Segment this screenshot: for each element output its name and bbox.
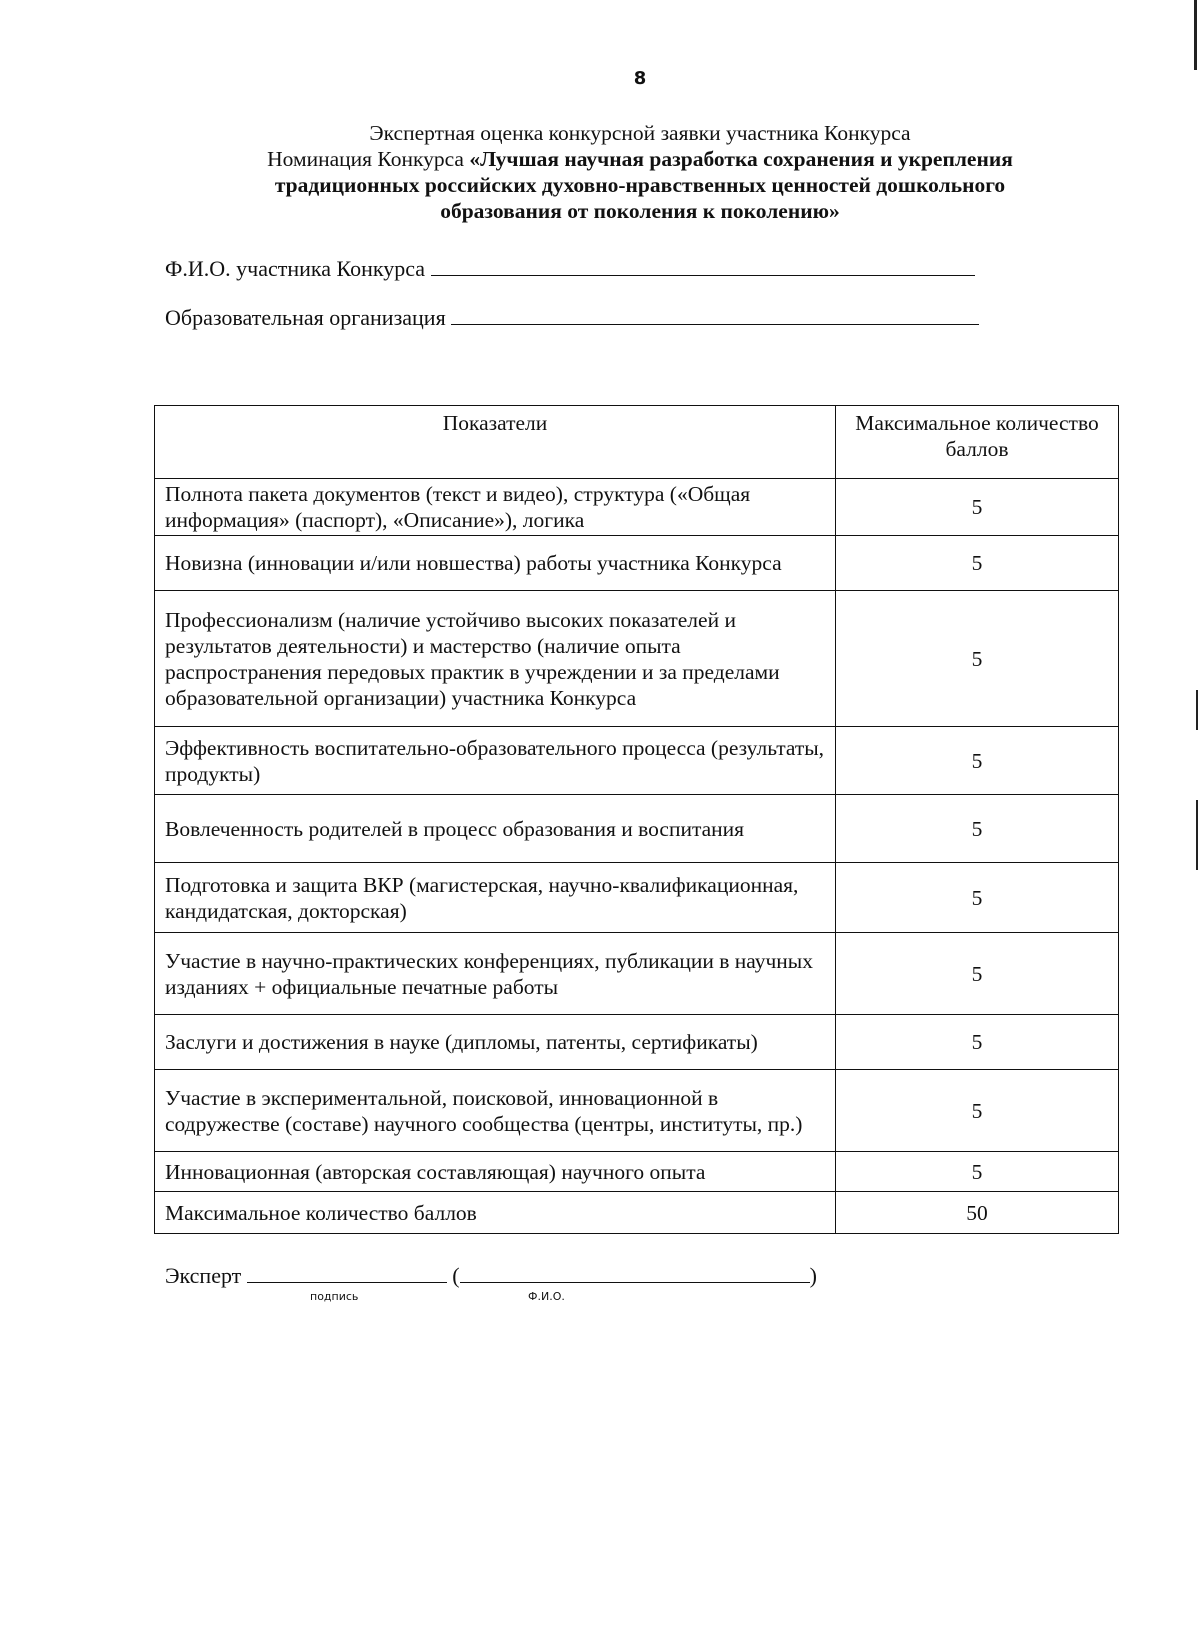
nomination-title-line1: «Лучшая научная разработка сохранения и укрепления — [469, 147, 1013, 171]
organization-blank[interactable] — [451, 304, 979, 325]
indicator-cell: Профессионализм (наличие устойчиво высоких показателей и результатов деятельности) и мастерство (наличие опыта распространения передовых практик в учреждении и за пределами образовательной организации) участника Конкурса — [155, 591, 836, 727]
score-cell: 5 — [836, 1070, 1119, 1152]
signature-caption: подпись — [310, 1290, 359, 1303]
score-cell: 5 — [836, 591, 1119, 727]
indicator-cell: Полнота пакета документов (текст и видео), структура («Общая информация» (паспорт), «Описание»), логика — [155, 479, 836, 536]
indicator-cell: Участие в научно-практических конференциях, публикации в научных изданиях + официальные печатные работы — [155, 933, 836, 1015]
indicator-cell: Новизна (инновации и/или новшества) работы участника Конкурса — [155, 536, 836, 591]
table-row — [155, 479, 1119, 536]
total-score-cell: 50 — [836, 1192, 1119, 1234]
header-indicators: Показатели — [155, 406, 836, 479]
indicator-cell: Подготовка и защита ВКР (магистерская, научно-квалификационная, кандидатская, докторская) — [155, 863, 836, 933]
table-row — [155, 1015, 1119, 1070]
table-header-row — [155, 406, 1119, 479]
score-cell: 5 — [836, 479, 1119, 536]
table-row — [155, 591, 1119, 727]
scan-edge-mark — [1196, 690, 1198, 730]
table-row — [155, 727, 1119, 795]
header-nomination — [150, 146, 1130, 172]
signature-blank[interactable] — [247, 1262, 447, 1283]
nomination-title-line2: традиционных российских духовно-нравственных ценностей дошкольного — [274, 173, 1006, 197]
expert-name-blank[interactable] — [460, 1262, 810, 1283]
participant-name-label: Ф.И.О. участника Конкурса — [165, 256, 426, 281]
nomination-title-line3: образования от поколения к поколению» — [440, 199, 840, 223]
document-header — [150, 120, 1130, 224]
header-max-score: Максимальное количество баллов — [836, 406, 1119, 479]
table-row — [155, 795, 1119, 863]
table-row — [155, 1152, 1119, 1192]
score-cell: 5 — [836, 1015, 1119, 1070]
table-row — [155, 1070, 1119, 1152]
indicator-cell: Эффективность воспитательно-образовательного процесса (результаты, продукты) — [155, 727, 836, 795]
expert-label: Эксперт — [165, 1263, 242, 1288]
score-cell: 5 — [836, 727, 1119, 795]
indicator-cell: Участие в экспериментальной, поисковой, инновационной в содружестве (составе) научного сообщества (центры, институты, пр.) — [155, 1070, 836, 1152]
score-cell: 5 — [836, 863, 1119, 933]
scan-edge-mark — [1194, 0, 1197, 70]
paren-open: ( — [452, 1263, 460, 1288]
indicator-cell: Инновационная (авторская составляющая) научного опыта — [155, 1152, 836, 1192]
table-row — [155, 863, 1119, 933]
score-cell: 5 — [836, 1152, 1119, 1192]
participant-name-field — [165, 255, 975, 282]
total-label-cell: Максимальное количество баллов — [155, 1192, 836, 1234]
indicator-cell: Заслуги и достижения в науке (дипломы, патенты, сертификаты) — [155, 1015, 836, 1070]
header-title: Экспертная оценка конкурсной заявки участника Конкурса — [369, 121, 911, 145]
organization-field — [165, 304, 979, 331]
participant-name-blank[interactable] — [431, 255, 975, 276]
table-row — [155, 536, 1119, 591]
criteria-table — [154, 405, 1119, 1234]
table-total-row — [155, 1192, 1119, 1234]
page-number: 8 — [633, 68, 647, 89]
nomination-prefix: Номинация Конкурса — [267, 147, 470, 171]
name-caption: Ф.И.О. — [528, 1290, 565, 1303]
table-row — [155, 933, 1119, 1015]
score-cell: 5 — [836, 933, 1119, 1015]
score-cell: 5 — [836, 536, 1119, 591]
scan-edge-mark — [1196, 800, 1198, 870]
indicator-cell: Вовлеченность родителей в процесс образования и воспитания — [155, 795, 836, 863]
score-cell: 5 — [836, 795, 1119, 863]
paren-close: ) — [809, 1263, 817, 1288]
organization-label: Образовательная организация — [165, 305, 446, 330]
expert-signature-line — [165, 1262, 817, 1289]
